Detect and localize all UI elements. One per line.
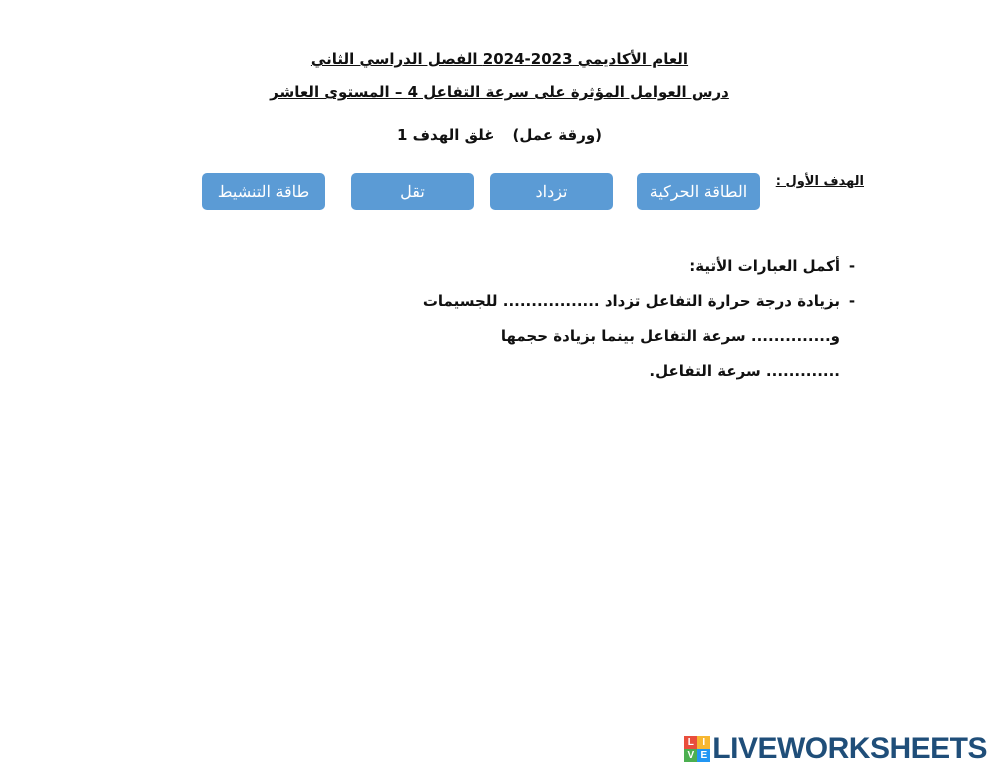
question-line-2: و.............. سرعة التفاعل بينما بزيادة حجمها <box>500 327 840 345</box>
header-lesson-title: درس العوامل المؤثرة على سرعة التفاعل 4 – المستوى العاشر <box>270 83 729 101</box>
worksheet-label: (ورقة عمل) <box>512 126 603 144</box>
logo-letter-i: I <box>697 736 710 749</box>
goal-closing-label: غلق الهدف 1 <box>396 126 495 144</box>
header-academic-year: العام الأكاديمي 2023-2024 الفصل الدراسي الثاني <box>310 50 689 68</box>
word-bank-activation-energy[interactable]: طاقة التنشيط <box>202 173 325 210</box>
logo-letter-e: E <box>697 749 710 762</box>
word-bank-increases[interactable]: تزداد <box>490 173 613 210</box>
liveworksheets-logo-icon <box>684 736 710 762</box>
liveworksheets-logo[interactable] <box>684 734 987 764</box>
header-worksheet-title <box>0 126 999 144</box>
bullet-dash: - <box>848 257 856 275</box>
word-bank-kinetic-energy[interactable]: الطاقة الحركية <box>637 173 760 210</box>
instruction-text: أكمل العبارات الأتية: <box>689 257 840 275</box>
first-goal-label: الهدف الأول : <box>775 174 864 189</box>
question-line-1: بزيادة درجة حرارة التفاعل تزداد ................. للجسيمات <box>422 292 840 310</box>
word-bank-decreases[interactable]: تقل <box>351 173 474 210</box>
bullet-dash: - <box>848 292 856 310</box>
liveworksheets-brand-text: LIVEWORKSHEETS <box>712 732 987 765</box>
instruction-row <box>0 257 864 275</box>
question-row <box>0 292 864 310</box>
logo-letter-l: L <box>684 736 697 749</box>
logo-letter-v: V <box>684 749 697 762</box>
question-line-3: ............. سرعة التفاعل. <box>649 362 840 380</box>
